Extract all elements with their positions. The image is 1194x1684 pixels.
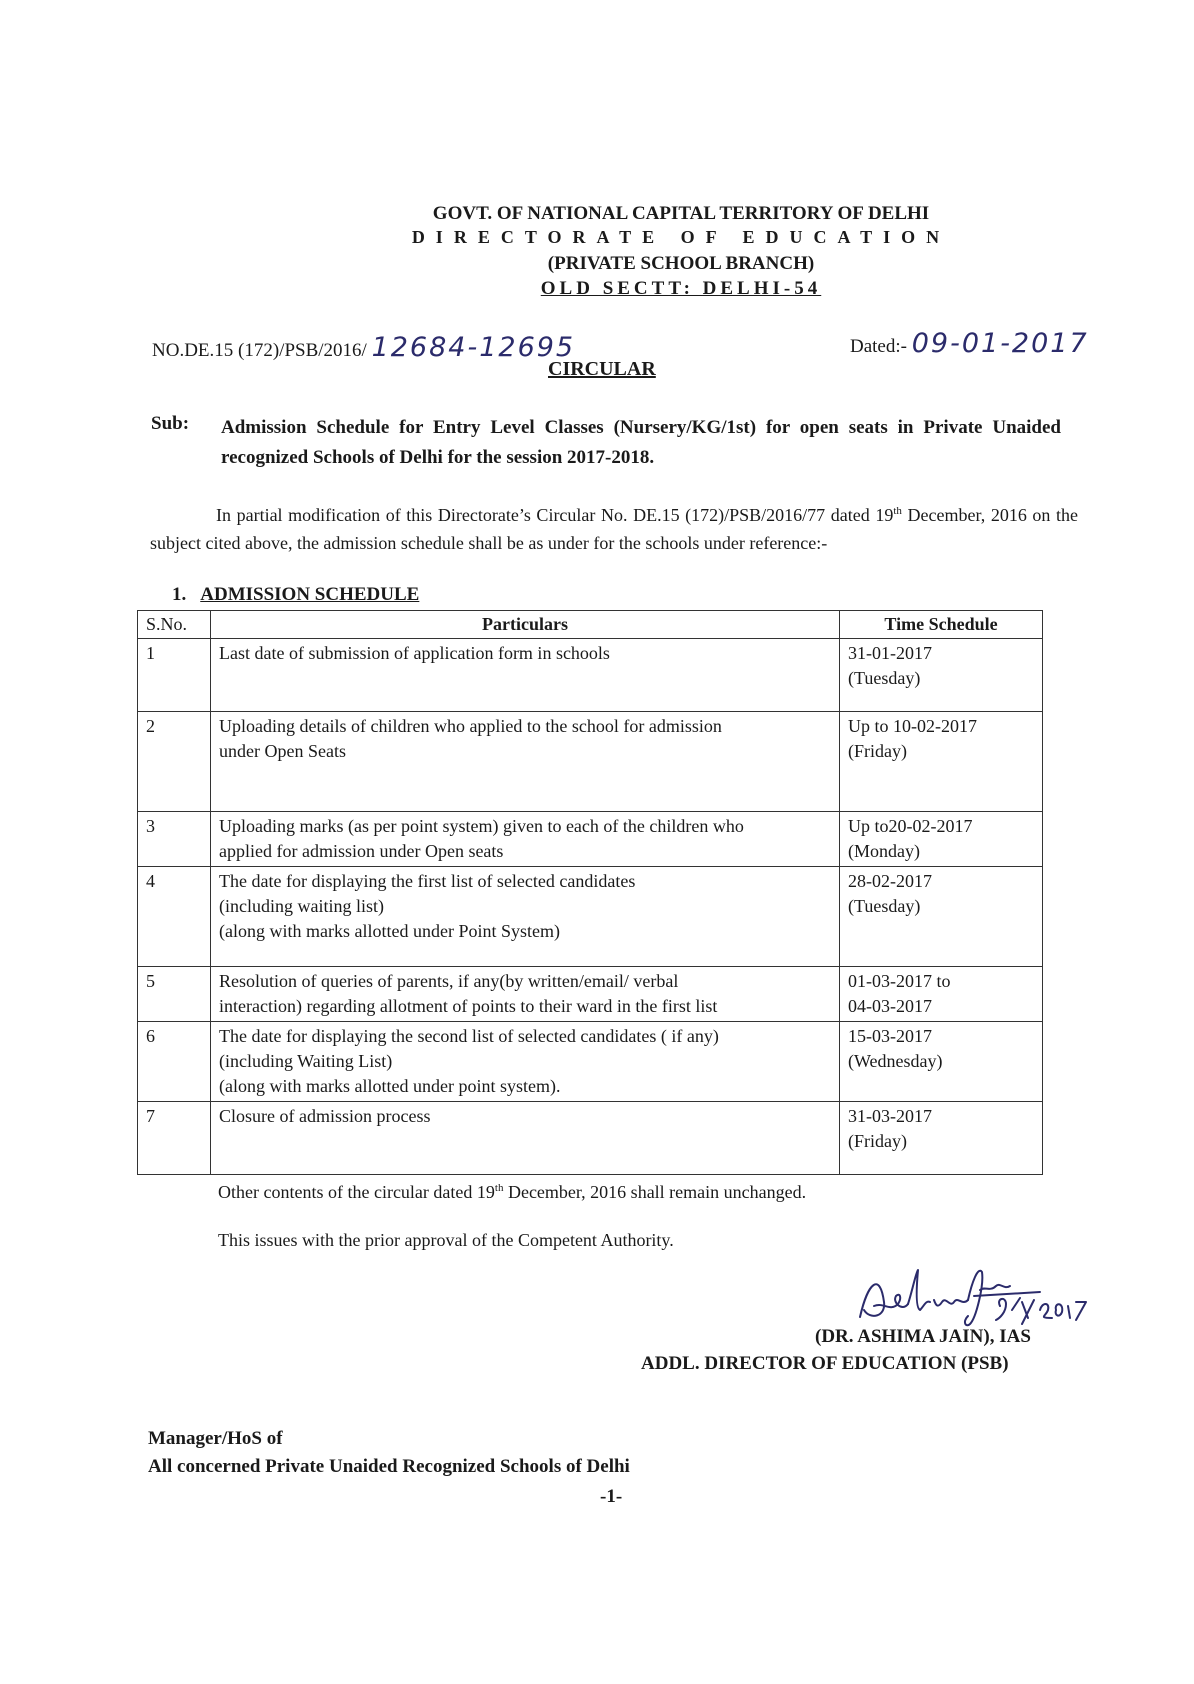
subject-text: Admission Schedule for Entry Level Classes (Nursery/KG/1st) for open seats in Private Unaided recognized Schools of Delhi for the session 2017-2018.	[221, 417, 1061, 468]
schedule-line: 31-01-2017	[848, 643, 932, 663]
cell-particulars	[211, 712, 840, 812]
cell-schedule	[840, 867, 1043, 967]
particulars-line: under Open Seats	[219, 741, 346, 761]
particulars-line: Closure of admission process	[219, 1106, 431, 1126]
schedule-line: 04-03-2017	[848, 996, 932, 1016]
subject-label: Sub:	[151, 413, 190, 434]
intro-part2: December, 2016 on the subject cited above, the admission schedule shall be as under for the schools under reference:-	[150, 505, 1078, 553]
section-number: 1.	[172, 584, 187, 605]
particulars-line: Resolution of queries of parents, if any(by written/email/ verbal	[219, 971, 679, 991]
schedule-line: 31-03-2017	[848, 1106, 932, 1126]
schedule-line: Up to20-02-2017	[848, 816, 973, 836]
particulars-line: (along with marks allotted under Point System)	[219, 921, 560, 941]
cell-schedule	[840, 967, 1043, 1022]
table-row	[138, 1102, 1043, 1175]
page-number: -1-	[600, 1486, 623, 1507]
cell-sno: 1	[138, 639, 211, 712]
reference-number	[152, 332, 575, 363]
schedule-line: (Friday)	[848, 741, 907, 761]
closing-part2: December, 2016 shall remain unchanged.	[503, 1182, 807, 1202]
cell-schedule	[840, 812, 1043, 867]
schedule-line: 15-03-2017	[848, 1026, 932, 1046]
table-header-row	[138, 611, 1043, 639]
handwritten-signature	[850, 1262, 1090, 1332]
table-row	[138, 812, 1043, 867]
particulars-line: The date for displaying the second list of selected candidates ( if any)	[219, 1026, 719, 1046]
addressee-line-2: All concerned Private Unaided Recognized Schools of Delhi	[148, 1456, 630, 1477]
table-row	[138, 867, 1043, 967]
particulars-line: (including Waiting List)	[219, 1051, 393, 1071]
closing-part1: Other contents of the circular dated 19	[218, 1182, 495, 1202]
particulars-line: Last date of submission of application form in schools	[219, 643, 610, 663]
admission-schedule-table	[137, 610, 1043, 1175]
cell-schedule	[840, 639, 1043, 712]
schedule-line: 28-02-2017	[848, 871, 932, 891]
header-time-schedule: Time Schedule	[840, 611, 1043, 639]
header-sno: S.No.	[138, 611, 211, 639]
cell-sno: 7	[138, 1102, 211, 1175]
cell-sno: 4	[138, 867, 211, 967]
schedule-line: (Tuesday)	[848, 896, 921, 916]
addressee-line-1: Manager/HoS of	[148, 1428, 283, 1449]
signatory-name: (DR. ASHIMA JAIN), IAS	[815, 1326, 1031, 1347]
cell-particulars	[211, 1022, 840, 1102]
header-particulars: Particulars	[211, 611, 840, 639]
cell-sno: 6	[138, 1022, 211, 1102]
schedule-line: 01-03-2017 to	[848, 971, 951, 991]
schedule-line: (Friday)	[848, 1131, 907, 1151]
table-row	[138, 967, 1043, 1022]
cell-schedule	[840, 1102, 1043, 1175]
dated-handwritten: 09-01-2017	[911, 328, 1089, 359]
header-branch: (PRIVATE SCHOOL BRANCH)	[547, 253, 815, 274]
section-heading	[172, 584, 419, 606]
schedule-line: (Tuesday)	[848, 668, 921, 688]
cell-sno: 2	[138, 712, 211, 812]
document-title: CIRCULAR	[548, 358, 656, 380]
particulars-line: applied for admission under Open seats	[219, 841, 504, 861]
cell-schedule	[840, 1022, 1043, 1102]
intro-part1: In partial modification of this Directorate’s Circular No. DE.15 (172)/PSB/2016/77 dated 19	[216, 505, 894, 525]
cell-sno: 3	[138, 812, 211, 867]
cell-sno: 5	[138, 967, 211, 1022]
particulars-line: Uploading marks (as per point system) given to each of the children who	[219, 816, 744, 836]
particulars-line: The date for displaying the first list of selected candidates	[219, 871, 636, 891]
table-row	[138, 639, 1043, 712]
cell-particulars	[211, 1102, 840, 1175]
table-row	[138, 1022, 1043, 1102]
closing-sup: th	[494, 1182, 504, 1194]
closing-line-approval: This issues with the prior approval of the Competent Authority.	[218, 1230, 674, 1250]
reference-number-prefix: NO.DE.15 (172)/PSB/2016/	[152, 340, 367, 361]
reference-number-handwritten: 12684-12695	[371, 332, 576, 363]
signatory-designation: ADDL. DIRECTOR OF EDUCATION (PSB)	[641, 1353, 1009, 1374]
particulars-line: interaction) regarding allotment of points to their ward in the first list	[219, 996, 718, 1016]
section-title: ADMISSION SCHEDULE	[200, 584, 420, 605]
cell-particulars	[211, 639, 840, 712]
closing-line-unchanged	[218, 1182, 806, 1203]
particulars-line: (including waiting list)	[219, 896, 384, 916]
intro-sup: th	[893, 505, 902, 517]
header-govt: GOVT. OF NATIONAL CAPITAL TERRITORY OF DELHI	[432, 203, 930, 224]
header-directorate: DIRECTORATE OF EDUCATION	[411, 227, 951, 247]
schedule-line: Up to 10-02-2017	[848, 716, 977, 736]
cell-particulars	[211, 812, 840, 867]
dated-label: Dated:-	[850, 336, 907, 357]
cell-schedule	[840, 712, 1043, 812]
header-address: OLD SECTT: DELHI-54	[540, 278, 822, 299]
dated	[850, 328, 1089, 359]
table-row	[138, 712, 1043, 812]
particulars-line: Uploading details of children who applied to the school for admission	[219, 716, 722, 736]
intro-paragraph	[150, 497, 1078, 557]
schedule-line: (Wednesday)	[848, 1051, 943, 1071]
cell-particulars	[211, 967, 840, 1022]
schedule-line: (Monday)	[848, 841, 920, 861]
cell-particulars	[211, 867, 840, 967]
particulars-line: (along with marks allotted under point system).	[219, 1076, 561, 1096]
